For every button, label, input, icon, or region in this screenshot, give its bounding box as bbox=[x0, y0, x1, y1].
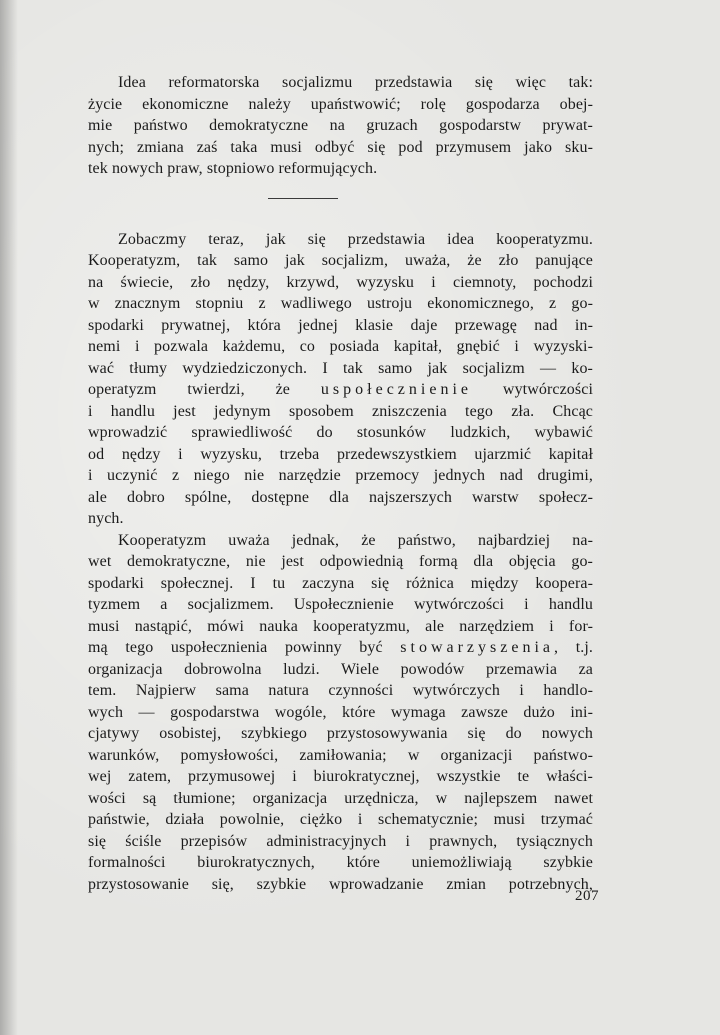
text-line: na świecie, zło nędzy, krzywd, wyzysku i ciemnoty, pochodzi bbox=[88, 273, 593, 291]
text-line: wać tłumy wydziedziczonych. I tak samo jak socjalizm — ko- bbox=[88, 359, 593, 377]
text-fragment: , t.j. bbox=[554, 639, 593, 656]
text-line: się ściśle przepisów administracyjnych i prawnych, tysiącznych bbox=[88, 832, 593, 850]
text-line: nych. bbox=[88, 510, 124, 527]
text-line: Kooperatyzm, tak samo jak socjalizm, uważa, że zło panujące bbox=[88, 252, 593, 269]
text-line: wości są tłumione; organizacja urzędnicza, w najlepszem nawet bbox=[88, 789, 593, 807]
text-fragment: wytwórczości bbox=[472, 381, 593, 398]
text-line: wej zatem, przymusowej i biurokratycznej, wszystkie te właści- bbox=[88, 768, 593, 785]
text-line: tek nowych praw, stopniowo reformujących. bbox=[88, 160, 378, 177]
text-line: przystosowanie się, szybkie wprowadzanie zmian potrzebnych, bbox=[88, 875, 593, 893]
text-line: Zobaczmy teraz, jak się przedstawia idea kooperatyzmu. bbox=[118, 230, 593, 248]
text-line: mie państwo demokratyczne na gruzach gospodarstw prywat- bbox=[88, 117, 593, 134]
emphasized-term: stowarzyszenia bbox=[400, 639, 554, 656]
text-line: i handlu jest jedynym sposobem zniszczenia tego zła. Chcąc bbox=[88, 402, 593, 420]
section-divider bbox=[268, 198, 338, 199]
text-line: od nędzy i wyzysku, trzeba przedewszystkiem ujarzmić kapitał bbox=[88, 445, 593, 463]
text-block bbox=[88, 72, 593, 895]
page-number: 207 bbox=[575, 888, 599, 904]
text-line: życie ekonomiczne należy upaństwowić; rolę gospodarza obej- bbox=[88, 95, 593, 113]
text-line: wet demokratyczne, nie jest odpowiednią formą dla objęcia go- bbox=[88, 553, 593, 570]
text-line: i uczynić z niego nie narzędzie przemocy jednych nad drugimi, bbox=[88, 467, 593, 484]
text-line: Idea reformatorska socjalizmu przedstawia się więc tak: bbox=[118, 74, 593, 91]
text-line: wych — gospodarstwa wogóle, które wymaga zawsze dużo ini- bbox=[88, 703, 593, 721]
text-line: ale dobro spólne, dostępne dla najszerszych warstw społecz- bbox=[88, 488, 593, 506]
text-line bbox=[88, 379, 593, 401]
text-line: spodarki prywatnej, która jednej klasie daje przewagę nad in- bbox=[88, 316, 593, 334]
text-line: tem. Najpierw sama natura czynności wytwórczych i handlo- bbox=[88, 682, 593, 699]
paragraph-2 bbox=[88, 229, 593, 530]
text-line: formalności biurokratycznych, które uniemożliwiają szybkie bbox=[88, 854, 593, 871]
emphasized-term: uspołecznienie bbox=[320, 381, 472, 398]
text-line: musi nastąpić, mówi nauka kooperatyzmu, ale narzędziem i for- bbox=[88, 617, 593, 635]
text-line: cjatywy osobistej, szybkiego przystosowywania się do nowych bbox=[88, 725, 593, 742]
text-fragment: operatyzm twierdzi, że bbox=[88, 381, 321, 398]
page-edge-shadow bbox=[0, 0, 18, 1035]
text-line: warunków, pomysłowości, zamiłowania; w organizacji państwo- bbox=[88, 746, 593, 764]
text-line: nemi i pozwala każdemu, co posiada kapitał, gnębić i wyzyski- bbox=[88, 338, 593, 355]
text-line: w znacznym stopniu z wadliwego ustroju ekonomicznego, z go- bbox=[88, 295, 593, 312]
text-line: organizacja dobrowolna ludzi. Wiele powodów przemawia za bbox=[88, 660, 593, 678]
text-line: Kooperatyzm uważa jednak, że państwo, najbardziej na- bbox=[118, 531, 593, 549]
text-line: spodarki społecznej. I tu zaczyna się różnica między koopera- bbox=[88, 574, 593, 592]
paragraph-3 bbox=[88, 530, 593, 896]
text-line: państwie, działa powolnie, ciężko i schematycznie; musi trzymać bbox=[88, 811, 593, 828]
text-line: tyzmem a socjalizmem. Uspołecznienie wytwórczości i handlu bbox=[88, 596, 593, 613]
text-line: wprowadzić sprawiedliwość do stosunków ludzkich, wybawić bbox=[88, 424, 593, 441]
text-line: nych; zmiana zaś taka musi odbyć się pod przymusem jako sku- bbox=[88, 138, 593, 156]
text-line bbox=[88, 637, 593, 659]
text-fragment: mą tego uspołecznienia powinny być bbox=[88, 639, 401, 656]
paragraph-1 bbox=[88, 72, 593, 180]
